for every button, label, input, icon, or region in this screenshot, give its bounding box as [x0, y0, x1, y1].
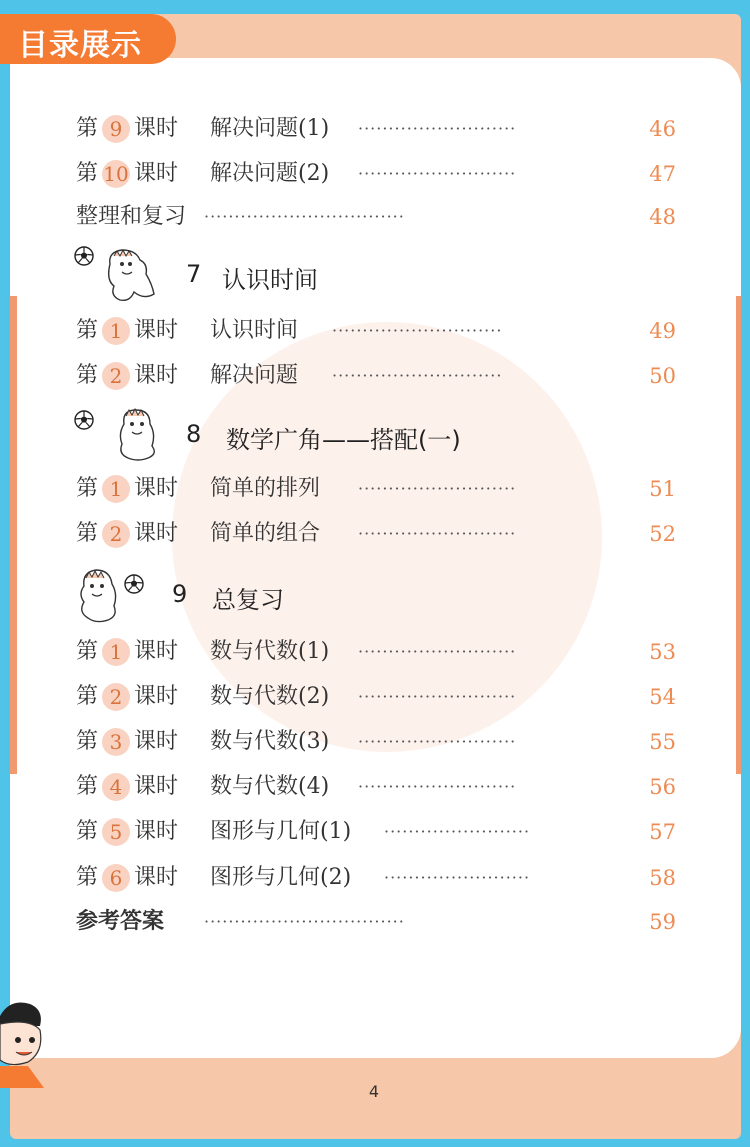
toc-page-number: 52: [649, 522, 676, 546]
toc-keshi: 课时: [134, 774, 179, 799]
toc-row[interactable]: [76, 861, 676, 895]
lesson-number-badge: 1: [102, 638, 130, 666]
leader-dots: ··························: [358, 732, 517, 751]
leader-dots: ··························: [358, 479, 517, 498]
lesson-number-badge: 2: [102, 520, 130, 548]
contents-tab-label: 目录展示: [18, 28, 142, 63]
lesson-number-badge: 2: [102, 683, 130, 711]
toc-page-number: 58: [649, 866, 676, 890]
toc-di: 第: [76, 639, 99, 664]
toc-keshi: 课时: [134, 729, 179, 754]
toc-title: 解决问题(2): [210, 161, 330, 186]
toc-page-number: 48: [649, 205, 676, 229]
toc-row[interactable]: [76, 112, 676, 146]
toc-title: 简单的组合: [210, 521, 321, 546]
toc-keshi: 课时: [134, 521, 179, 546]
lesson-number-badge: 4: [102, 773, 130, 801]
toc-page-number: 55: [649, 730, 676, 754]
lesson-number-badge: 2: [102, 362, 130, 390]
footer-page-number: 4: [368, 1082, 380, 1101]
toc-title: 参考答案: [76, 909, 165, 934]
contents-tab: [0, 14, 176, 64]
toc-keshi: 课时: [134, 476, 179, 501]
toc-page-number: 46: [649, 117, 676, 141]
toc-page-number: 53: [649, 640, 676, 664]
toc-di: 第: [76, 819, 99, 844]
toc-title: 简单的排列: [210, 476, 321, 501]
toc-di: 第: [76, 116, 99, 141]
leader-dots: ··························: [358, 687, 517, 706]
toc-title: 解决问题(1): [210, 116, 330, 141]
toc-keshi: 课时: [134, 363, 179, 388]
toc-page-number: 59: [649, 910, 676, 934]
lesson-number-badge: 1: [102, 317, 130, 345]
toc-di: 第: [76, 865, 99, 890]
toc-di: 第: [76, 161, 99, 186]
toc-di: 第: [76, 318, 99, 343]
toc-row[interactable]: [76, 517, 676, 551]
toc-di: 第: [76, 521, 99, 546]
lesson-number-badge: 3: [102, 728, 130, 756]
leader-dots: ·································: [204, 207, 405, 226]
toc-keshi: 课时: [134, 639, 179, 664]
section-title: 认识时间: [222, 266, 318, 294]
leader-dots: ··························: [358, 524, 517, 543]
toc-row[interactable]: [76, 905, 676, 939]
toc-title: 整理和复习: [76, 204, 187, 229]
toc-row[interactable]: [76, 635, 676, 669]
toc-page-number: 47: [649, 162, 676, 186]
dinosaur-mascot-icon: [74, 564, 122, 624]
left-stripe: [10, 296, 17, 774]
leader-dots: ··························: [358, 642, 517, 661]
soccer-ball-icon: [124, 574, 144, 594]
toc-title: 数与代数(2): [210, 684, 330, 709]
toc-page-number: 56: [649, 775, 676, 799]
toc-di: 第: [76, 729, 99, 754]
toc-keshi: 课时: [134, 318, 179, 343]
toc-page-number: 57: [649, 820, 676, 844]
toc-keshi: 课时: [134, 819, 179, 844]
toc-row[interactable]: [76, 359, 676, 393]
leader-dots: ··························: [358, 119, 517, 138]
toc-title: 图形与几何(2): [210, 865, 352, 890]
toc-keshi: 课时: [134, 865, 179, 890]
lesson-number-badge: 6: [102, 864, 130, 892]
section-number: 7: [186, 260, 202, 288]
leader-dots: ························: [384, 868, 531, 887]
lesson-number-badge: 9: [102, 115, 130, 143]
leader-dots: ··························: [358, 164, 517, 183]
toc-keshi: 课时: [134, 116, 179, 141]
toc-page-number: 49: [649, 319, 676, 343]
toc-title: 解决问题: [210, 363, 299, 388]
section-number: 8: [186, 420, 202, 448]
toc-row[interactable]: [76, 680, 676, 714]
leader-dots: ··························: [358, 777, 517, 796]
leader-dots: ····························: [332, 366, 503, 385]
toc-row[interactable]: [76, 815, 676, 849]
soccer-ball-icon: [74, 246, 94, 266]
lesson-number-badge: 5: [102, 818, 130, 846]
section-title: 总复习: [212, 586, 284, 614]
toc-page-number: 50: [649, 364, 676, 388]
toc-keshi: 课时: [134, 161, 179, 186]
toc-row[interactable]: [76, 725, 676, 759]
toc-di: 第: [76, 774, 99, 799]
toc-row[interactable]: [76, 157, 676, 191]
toc-keshi: 课时: [134, 684, 179, 709]
toc-row[interactable]: [76, 472, 676, 506]
leader-dots: ·································: [204, 912, 405, 931]
toc-row[interactable]: [76, 314, 676, 348]
toc-title: 认识时间: [210, 318, 299, 343]
dinosaur-mascot-icon: [112, 404, 162, 462]
lesson-number-badge: 10: [103, 162, 129, 186]
soccer-ball-icon: [74, 410, 94, 430]
toc-di: 第: [76, 363, 99, 388]
toc-di: 第: [76, 684, 99, 709]
toc-title: 数与代数(3): [210, 729, 330, 754]
toc-row[interactable]: [76, 770, 676, 804]
toc-di: 第: [76, 476, 99, 501]
toc-title: 数与代数(4): [210, 774, 330, 799]
leader-dots: ························: [384, 822, 531, 841]
lesson-number-badge: 1: [102, 475, 130, 503]
right-stripe: [736, 296, 741, 774]
toc-page-number: 51: [649, 477, 676, 501]
toc-title: 图形与几何(1): [210, 819, 352, 844]
toc-row[interactable]: [76, 200, 676, 234]
section-title: 数学广角——搭配(一): [226, 426, 461, 454]
cartoon-kid-icon: [0, 996, 50, 1088]
dinosaur-mascot-icon: [100, 246, 160, 304]
toc-page-number: 54: [649, 685, 676, 709]
leader-dots: ····························: [332, 321, 503, 340]
section-number: 9: [172, 580, 188, 608]
toc-title: 数与代数(1): [210, 639, 330, 664]
